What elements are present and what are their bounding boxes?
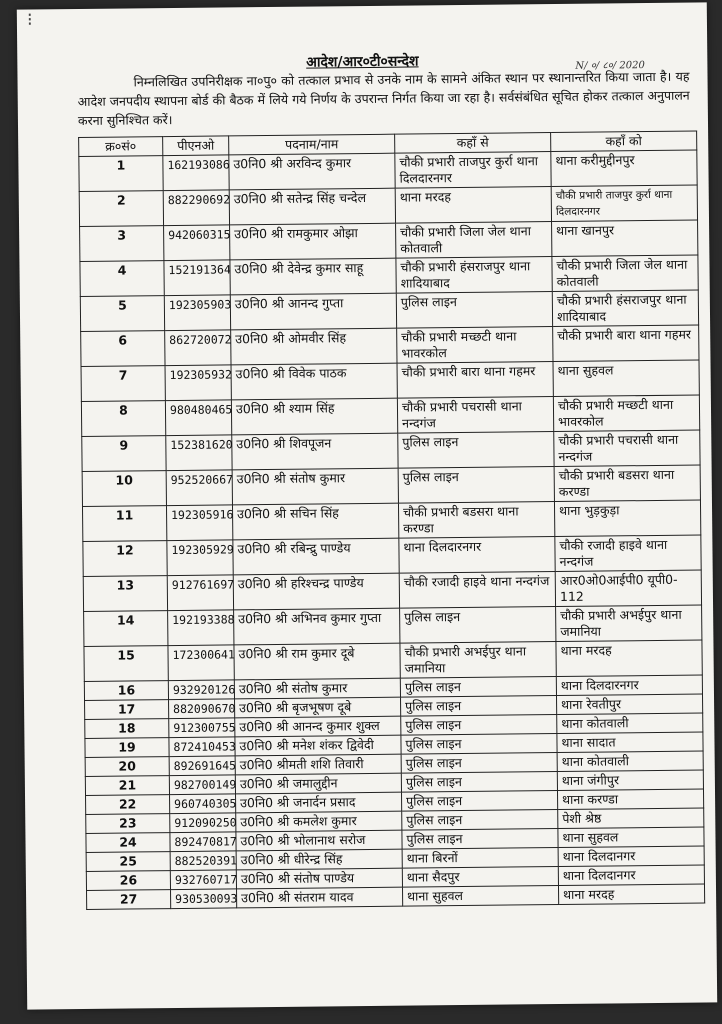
serial-cell: 15: [84, 646, 168, 682]
name-cell: उ0नि0 श्री आनन्द गुप्ता: [230, 293, 396, 330]
name-cell: उ0नि0 श्री शिवपूजन: [232, 433, 398, 470]
name-cell: उ0नि0 श्री राम कुमार दूबे: [234, 643, 400, 680]
from-cell: चौकी प्रभारी बारा थाना गहमर: [397, 362, 553, 399]
pno-cell: 892470817: [170, 832, 236, 852]
name-cell: उ0नि0 श्री भोलानाथ सरोज: [236, 830, 402, 851]
name-cell: उ0नि0 श्री धीरेन्द्र सिंह: [236, 849, 402, 870]
from-cell: पुलिस लाइन: [401, 734, 557, 755]
serial-cell: 8: [81, 401, 165, 437]
to-cell: चौकी प्रभारी ताजपुर कुर्रा थाना दिलदारनगर: [551, 185, 697, 222]
table-body: [79, 150, 705, 909]
serial-cell: 9: [82, 436, 166, 472]
from-cell: चौकी प्रभारी ताजपुर कुर्रा थाना दिलदारनगर: [395, 152, 551, 189]
from-cell: थाना दिलदारनगर: [399, 537, 555, 574]
from-cell: थाना सैदपुर: [402, 867, 558, 888]
serial-cell: 6: [81, 331, 165, 367]
serial-cell: 22: [86, 795, 170, 815]
from-cell: पुलिस लाइन: [401, 715, 557, 736]
to-cell: आर0ओ0आईपी0 यूपी0-112: [555, 570, 701, 607]
serial-cell: 2: [79, 191, 163, 227]
from-cell: पुलिस लाइन: [401, 772, 557, 793]
pno-cell: 192305903: [164, 295, 230, 331]
name-cell: उ0नि0 श्री मनेश शंकर द्विवेदी: [235, 735, 401, 756]
name-cell: उ0नि0 श्री ओमवीर सिंह: [231, 328, 397, 365]
pno-cell: 932760717: [170, 870, 236, 890]
serial-cell: 13: [83, 576, 167, 612]
name-cell: उ0नि0 श्री संतोष कुमार: [234, 678, 400, 699]
from-cell: थाना मरदह: [395, 187, 551, 224]
pno-cell: 892691645: [169, 756, 235, 776]
pno-cell: 882290692: [163, 190, 229, 226]
name-cell: उ0नि0 श्री जनार्दन प्रसाद: [236, 792, 402, 813]
from-cell: पुलिस लाइन: [396, 292, 552, 329]
header-to: कहाँ को: [551, 131, 697, 152]
pno-cell: 192305932: [165, 365, 231, 401]
header-from: कहाँ से: [395, 133, 551, 154]
serial-cell: 26: [86, 871, 170, 891]
pno-cell: 872410453: [169, 737, 235, 757]
name-cell: उ0नि0 श्री सतेन्द्र सिंह चन्देल: [229, 188, 395, 225]
name-cell: उ0नि0 श्री कमलेश कुमार: [236, 811, 402, 832]
from-cell: चौकी रजादी हाइवे थाना नन्दगंज: [399, 572, 555, 609]
to-cell: थाना सादात: [557, 732, 703, 753]
from-cell: पुलिस लाइन: [401, 753, 557, 774]
to-cell: थाना करण्डा: [557, 789, 703, 810]
pno-cell: 152381620: [166, 435, 232, 471]
pno-cell: 162193086: [163, 155, 229, 191]
pno-cell: 882520391: [170, 851, 236, 871]
from-cell: चौकी प्रभारी पचरासी थाना नन्दगंज: [397, 397, 553, 434]
to-cell: थाना रेवतीपुर: [556, 694, 702, 715]
to-cell: थाना कोतवाली: [557, 751, 703, 772]
transfer-table: [78, 131, 705, 910]
name-cell: उ0नि0 श्री अभिनव कुमार गुप्ता: [234, 608, 400, 645]
pno-cell: 152191364: [164, 260, 230, 296]
handwritten-ref-note: N/ ०/ ८०/ 2020: [575, 60, 645, 72]
pno-cell: 982700149: [169, 775, 235, 795]
serial-cell: 16: [84, 681, 168, 701]
pno-cell: 912090250: [170, 813, 236, 833]
pno-cell: 960740305: [170, 794, 236, 814]
serial-cell: 7: [81, 366, 165, 402]
pno-cell: 862720072: [165, 330, 231, 366]
pno-cell: 912300755: [169, 718, 235, 738]
to-cell: चौकी प्रभारी पचरासी थाना नन्दगंज: [554, 430, 700, 467]
name-cell: उ0नि0 श्री अरविन्द कुमार: [229, 153, 395, 190]
pno-cell: 980480465: [165, 400, 231, 436]
to-cell: थाना भुड़कुड़ा: [554, 500, 700, 537]
from-cell: पुलिस लाइन: [400, 607, 556, 644]
order-title: आदेश/आर०टी०सन्देश: [306, 53, 419, 71]
to-cell: चौकी रजादी हाइवे थाना नन्दगंज: [555, 535, 701, 572]
to-cell: थाना जंगीपुर: [557, 770, 703, 791]
document-sheet: [17, 2, 717, 1009]
serial-cell: 27: [87, 890, 171, 910]
to-cell: चौकी प्रभारी हंसराजपुर थाना शादियाबाद: [552, 290, 698, 327]
serial-cell: 3: [80, 226, 164, 262]
from-cell: पुलिस लाइन: [401, 696, 557, 717]
name-cell: उ0नि0 श्री हरिश्चन्द्र पाण्डेय: [233, 573, 399, 610]
serial-cell: 11: [82, 506, 166, 542]
serial-cell: 23: [86, 814, 170, 834]
from-cell: पुलिस लाइन: [400, 677, 556, 698]
header-pno: पीएनओ: [163, 136, 229, 156]
serial-cell: 18: [85, 719, 169, 739]
serial-cell: 24: [86, 833, 170, 853]
serial-cell: 20: [85, 757, 169, 777]
pno-cell: 192193388: [168, 610, 234, 646]
from-cell: चौकी प्रभारी मच्छटी थाना भावरकोल: [397, 327, 553, 364]
serial-cell: 17: [85, 700, 169, 720]
name-cell: उ0नि0 श्री आनन्द कुमार शुक्ल: [235, 716, 401, 737]
pno-cell: 942060315: [164, 225, 230, 261]
pno-cell: 882090670: [169, 699, 235, 719]
to-cell: चौकी प्रभारी अभईपुर थाना जमानिया: [556, 605, 702, 642]
to-cell: थाना कोतवाली: [557, 713, 703, 734]
name-cell: उ0नि0 श्री सचिन सिंह: [232, 503, 398, 540]
to-cell: थाना मरदह: [558, 884, 704, 905]
serial-cell: 25: [86, 852, 170, 872]
from-cell: पुलिस लाइन: [398, 467, 554, 504]
serial-cell: 5: [80, 296, 164, 332]
name-cell: उ0नि0 श्री बृजभूषण दूबे: [235, 697, 401, 718]
punch-hole-marks: ⁝: [26, 9, 33, 31]
to-cell: थाना दिलदानगर: [558, 865, 704, 886]
serial-cell: 10: [82, 471, 166, 507]
name-cell: उ0नि0 श्री रबिन्द्रु पाण्डेय: [233, 538, 399, 575]
to-cell: थाना खानपुर: [552, 220, 698, 257]
pno-cell: 930530093: [171, 889, 237, 909]
to-cell: चौकी प्रभारी बडसरा थाना करण्डा: [554, 465, 700, 502]
pno-cell: 192305929: [167, 540, 233, 576]
pno-cell: 192305916: [166, 505, 232, 541]
header-serial: क्र०सं०: [79, 137, 163, 157]
from-cell: चौकी प्रभारी जिला जेल थाना कोतवाली: [396, 222, 552, 259]
name-cell: उ0नि0 श्रीमती शशि तिवारी: [235, 754, 401, 775]
name-cell: उ0नि0 श्री देवेन्द्र कुमार साहू: [230, 258, 396, 295]
to-cell: थाना दिलदारनगर: [556, 675, 702, 696]
to-cell: थाना करीमुद्दीनपुर: [551, 150, 697, 187]
from-cell: थाना सुहवल: [402, 886, 558, 907]
to-cell: पेशी श्रेष्ठ: [558, 808, 704, 829]
from-cell: चौकी प्रभारी हंसराजपुर थाना शादियाबाद: [396, 257, 552, 294]
name-cell: उ0नि0 श्री संतराम यादव: [237, 887, 403, 908]
serial-cell: 1: [79, 156, 163, 192]
name-cell: उ0नि0 श्री श्याम सिंह: [231, 398, 397, 435]
from-cell: पुलिस लाइन: [402, 810, 558, 831]
to-cell: चौकी प्रभारी जिला जेल थाना कोतवाली: [552, 255, 698, 292]
name-cell: उ0नि0 श्री विवेक पाठक: [231, 363, 397, 400]
serial-cell: 21: [85, 776, 169, 796]
from-cell: पुलिस लाइन: [401, 791, 557, 812]
serial-cell: 19: [85, 738, 169, 758]
from-cell: थाना बिरनों: [402, 848, 558, 869]
pno-cell: 932920126: [168, 680, 234, 700]
serial-cell: 14: [84, 611, 168, 647]
pno-cell: 952520667: [166, 470, 232, 506]
serial-cell: 12: [83, 541, 167, 577]
from-cell: पुलिस लाइन: [402, 829, 558, 850]
to-cell: थाना सुहवल: [553, 360, 699, 397]
name-cell: उ0नि0 श्री संतोष पाण्डेय: [236, 868, 402, 889]
to-cell: चौकी प्रभारी मच्छटी थाना भावरकोल: [553, 395, 699, 432]
pno-cell: 172300641: [168, 645, 234, 681]
name-cell: उ0नि0 श्री संतोष कुमार: [232, 468, 398, 505]
to-cell: थाना सुहवल: [558, 827, 704, 848]
from-cell: पुलिस लाइन: [398, 432, 554, 469]
serial-cell: 4: [80, 261, 164, 297]
from-cell: चौकी प्रभारी बडसरा थाना करण्डा: [398, 502, 554, 539]
to-cell: चौकी प्रभारी बारा थाना गहमर: [553, 325, 699, 362]
to-cell: थाना दिलदानगर: [558, 846, 704, 867]
header-name: पदनाम/नाम: [229, 134, 395, 155]
pno-cell: 912761697: [167, 575, 233, 611]
name-cell: उ0नि0 श्री रामकुमार ओझा: [230, 223, 396, 260]
to-cell: थाना मरदह: [556, 640, 702, 677]
order-intro-paragraph: निम्नलिखित उपनिरीक्षक ना०पु० को तत्काल प्रभाव से उनके नाम के सामने अंकित स्थान पर स्थानान्तरित किया जाता है। यह आदेश जनपदीय स्थापना बोर्ड की बैठक में लिये गये निर्णय के उपरान्त निर्गत किया जा रहा है। सर्वसंबंधित सूचित होकर तत्काल अनुपालन करना सुनिश्चित करें।: [77, 68, 690, 129]
from-cell: चौकी प्रभारी अभईपुर थाना जमानिया: [400, 642, 556, 679]
name-cell: उ0नि0 श्री जमालुद्दीन: [235, 773, 401, 794]
